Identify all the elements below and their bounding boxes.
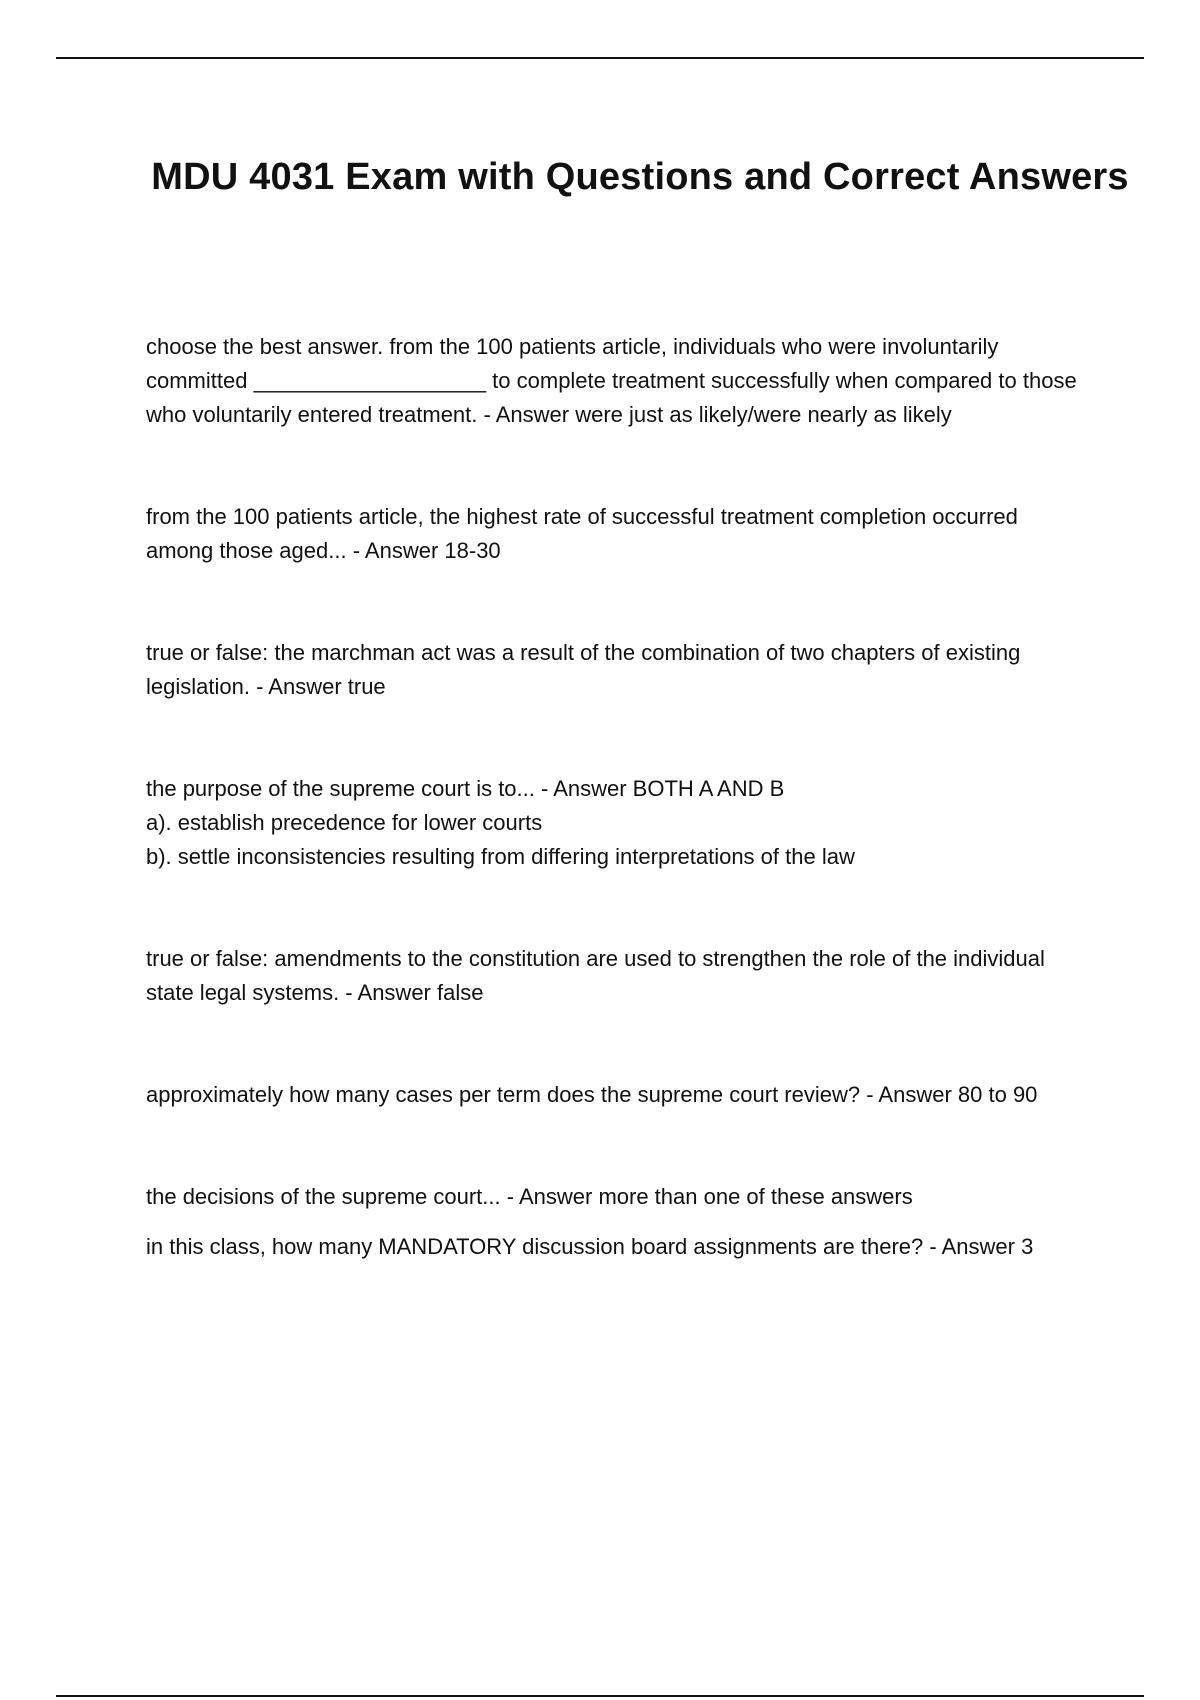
qa-item-7 <box>146 1180 1090 1214</box>
option-a: a). establish precedence for lower courts <box>146 810 543 835</box>
qa-text: true or false: amendments to the constitution are used to strengthen the role of the individual state legal systems. - Answer false <box>146 946 1045 1005</box>
qa-item-5 <box>146 942 1090 1010</box>
question-list <box>146 330 1090 1264</box>
qa-item-6 <box>146 1078 1090 1112</box>
qa-item-8 <box>146 1230 1090 1264</box>
qa-item-3 <box>146 636 1090 704</box>
qa-text: from the 100 patients article, the highest rate of successful treatment completion occurred among those aged... - Answer 18-30 <box>146 504 1018 563</box>
qa-item-4 <box>146 772 1090 874</box>
qa-item-2 <box>146 500 1090 568</box>
qa-text: choose the best answer. from the 100 patients article, individuals who were involuntarily committed ___________________ to complete treatment successfully when compared to those who voluntarily entered treatment. - Answer were just as likely/were nearly as likely <box>146 334 1077 427</box>
qa-text: true or false: the marchman act was a result of the combination of two chapters of existing legislation. - Answer true <box>146 640 1021 699</box>
bottom-rule <box>56 1695 1144 1697</box>
qa-item-1 <box>146 330 1090 432</box>
top-rule <box>56 57 1144 59</box>
qa-text: in this class, how many MANDATORY discussion board assignments are there? - Answer 3 <box>146 1234 1034 1259</box>
option-b: b). settle inconsistencies resulting from differing interpretations of the law <box>146 844 855 869</box>
qa-text: the decisions of the supreme court... - Answer more than one of these answers <box>146 1184 913 1209</box>
qa-text: approximately how many cases per term does the supreme court review? - Answer 80 to 90 <box>146 1082 1038 1107</box>
document-title: MDU 4031 Exam with Questions and Correct Answers <box>151 156 1129 198</box>
qa-text: the purpose of the supreme court is to... - Answer BOTH A AND B <box>146 776 785 801</box>
